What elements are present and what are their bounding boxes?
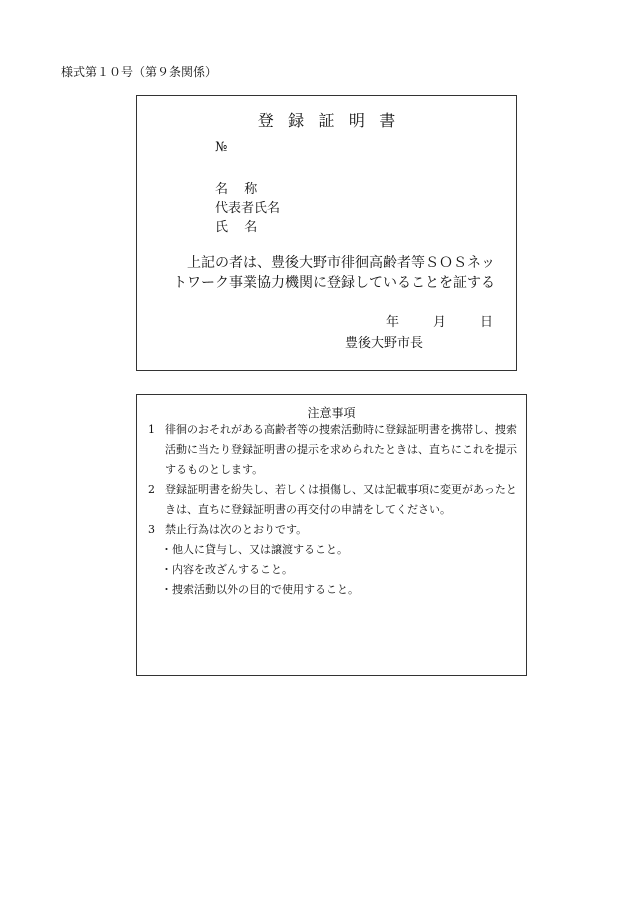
issuer-name: 豊後大野市長 [345,336,424,351]
note-item-2 [145,480,518,520]
note-number: 1 [148,423,155,436]
note-number: 3 [148,523,155,536]
certificate-title: 登録証明書 [257,111,410,130]
prohibited-item: ・他人に貸与し、又は譲渡すること。 [161,543,348,556]
note-item-3 [145,520,518,540]
certificate-body: 上記の者は、豊後大野市徘徊高齢者等ＳＯＳネットワーク事業協力機関に登録していることを証する [173,255,495,291]
prohibited-item: ・捜索活動以外の目的で使用すること。 [161,583,359,596]
person-name-label: 氏名 [215,220,274,235]
representative-label: 代表者氏名 [215,201,281,216]
prohibited-list [145,540,518,600]
year-label: 年 [386,315,400,330]
note-text: 登録証明書を紛失し、若しくは損傷し、又は記載事項に変更があったときは、直ちに登録証明書の再交付の申請をしてください。 [165,483,517,516]
note-text: 徘徊のおそれがある高齢者等の捜索活動時に登録証明書を携帯し、捜索活動に当たり登録証明書の提示を求められたときは、直ちにこれを提示するものとします。 [165,423,517,476]
name-label: 名称 [215,182,274,197]
note-number: 2 [148,483,155,496]
date-line [386,311,493,330]
note-text: 禁止行為は次のとおりです。 [165,523,308,536]
prohibited-item: ・内容を改ざんすること。 [161,563,293,576]
notes-box [136,394,527,676]
note-item-1 [145,420,518,480]
number-label: № [215,140,228,155]
notes-title: 注意事項 [307,406,356,420]
form-number: 様式第１０号（第９条関係） [61,65,218,79]
certificate-box [136,95,517,371]
month-label: 月 [433,315,447,330]
notes-list [145,420,518,600]
day-label: 日 [480,315,494,330]
